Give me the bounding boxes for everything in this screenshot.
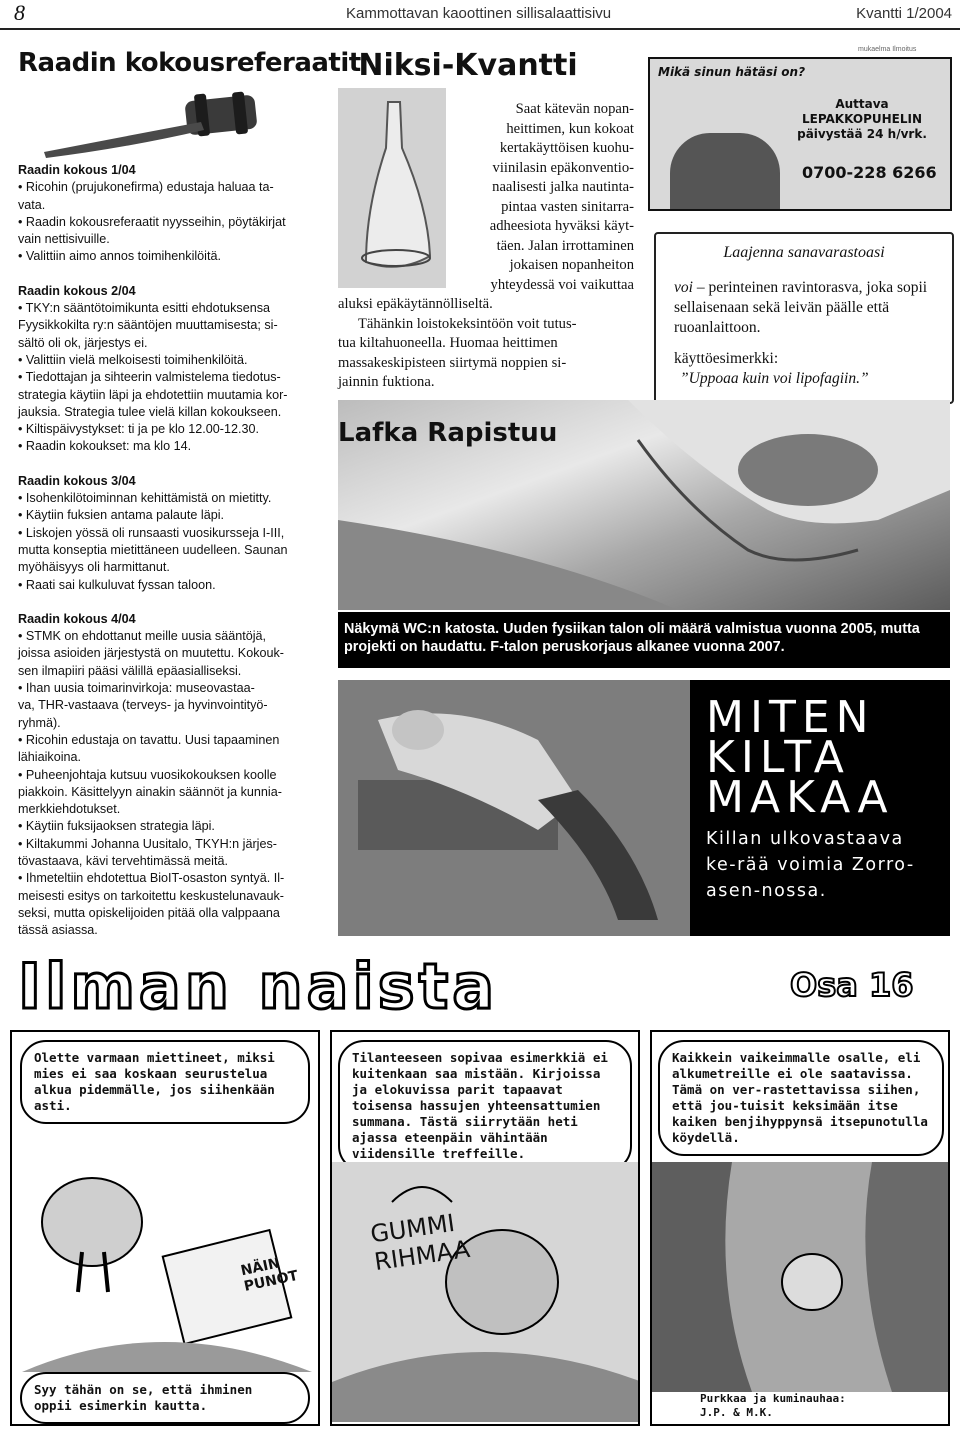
ad-question: Mikä sinun hätäsi on? [658, 65, 806, 79]
niksi-line: viinilasin epäkonventio- [492, 159, 634, 176]
page-number: 8 [14, 0, 25, 25]
minutes-title: Raadin kokousreferaatit [18, 48, 361, 78]
comic-panel-1 [10, 1030, 320, 1426]
bat-hotline-ad [648, 57, 952, 211]
meeting-line: joissa asioiden järjestystä on muutettu. Kokouk- [18, 646, 285, 661]
meeting-line: sen ilmapiiri pääsi välillä epäasialliseksi. [18, 663, 242, 678]
ad-sign-line: päivystää 24 h/vrk. [797, 127, 927, 141]
ceiling-caption: Näkymä WC:n katosta. Uuden fysiikan talon oli määrä valmistua vuonna 2005, mutta projekti on haudattu. F-talon peruskorjaus alkanee vuonna 2007. [338, 612, 950, 668]
meeting-line: • Tiedottajan ja sihteerin valmistelema tiedotus- [18, 370, 281, 385]
niksi-full-text [338, 295, 634, 393]
comic-episode: Osa 16 [790, 966, 914, 1004]
meeting-line: • Kiltakummi Johanna Uusitalo, TKYH:n järjes- [18, 836, 277, 851]
meeting-line: myöhäisyys oli harmittanut. [18, 560, 170, 575]
meeting-line: jauksia. Strategia tulee vielä killan kokoukseen. [18, 404, 282, 419]
speech-bubble: Olette varmaan miettineet, miksi mies ei saa koskaan seurustelua alkua pidemmälle, jos siihenkään asti. [20, 1040, 310, 1124]
miten-title-line: MAKAA [706, 772, 894, 823]
meeting-line: strategia käytiin läpi ja ehdotettiin muutamia kor- [18, 387, 288, 402]
sleeping-man-art [338, 680, 690, 936]
page-header [0, 0, 960, 28]
ad-sign-line: Auttava [835, 97, 889, 111]
meeting-line: • Raadin kokoukset: ma klo 14. [18, 439, 192, 454]
meeting-heading: Raadin kokous 1/04 [18, 163, 136, 177]
vocab-example [674, 349, 942, 389]
meeting-line: lähiaikoina. [18, 750, 82, 765]
meeting-line: • Puheenjohtaja kutsuu vuosikokouksen koolle [18, 767, 277, 782]
ad-sign-line: LEPAKKOPUHELIN [801, 112, 923, 126]
sleeping-man-photo [338, 680, 690, 936]
niksi-line: jainnin fuktiona. [338, 374, 435, 390]
meeting-line: • TKY:n sääntötoimikunta esitti ehdotuksensa [18, 301, 271, 316]
meeting-line: va, THR-vastaava (terveys- ja hyvinvointityö- [18, 698, 268, 713]
niksi-line: heittimen, kun kokoat [506, 120, 634, 137]
meeting-4 [18, 611, 320, 940]
meeting-line: • Ihan uusia toimarinvirkoja: museovastaa- [18, 681, 255, 696]
meeting-1 [18, 162, 320, 266]
miten-kilta-makaa-box [690, 680, 950, 936]
comic-credit-line: Purkkaa ja kuminauhaa: [700, 1392, 846, 1405]
miten-title-line: MITEN [706, 692, 875, 743]
meeting-line: • Käytiin fuksien antama palaute läpi. [18, 508, 225, 523]
gavel-icon [36, 90, 306, 160]
meeting-line: tövastaava, kävi tervehtimässä meitä. [18, 853, 228, 868]
niksi-article [338, 100, 634, 393]
header-rule [0, 28, 960, 30]
miten-title [706, 692, 894, 823]
niksi-line: aluksi epäkäytännölliseltä. [338, 296, 493, 312]
meeting-2 [18, 283, 320, 456]
vocab-definition [674, 278, 942, 338]
meeting-line: tässä asiassa. [18, 923, 98, 938]
meeting-heading: Raadin kokous 4/04 [18, 611, 136, 626]
meeting-line: Fyysikkokilta ry:n sääntöjen muuttamisesta; si- [18, 318, 278, 333]
section-title: Kammottavan kaoottinen sillisalaattisivu [346, 5, 612, 22]
sign-text: GUMMI RIHMAA [368, 1208, 472, 1277]
cliff-drawing [652, 1162, 950, 1392]
meeting-3 [18, 473, 320, 594]
niksi-line: Saat kätevän nopan- [515, 101, 634, 117]
walrus-drawing [22, 1132, 312, 1372]
comic-credit-line: J.P. & M.K. [700, 1406, 773, 1419]
niksi-line: pintaa vasten sinitarra- [501, 198, 634, 215]
meeting-line: • Liskojen yössä oli runsaasti vuosikursseja I-III, [18, 525, 285, 540]
niksi-line: adheesiota hyväksi käyt- [489, 218, 634, 234]
niksi-line: Tähänkin loistokeksintöön voit tutus- [358, 315, 577, 332]
vocab-example-label: käyttöesimerkki: [674, 350, 779, 367]
meeting-line: merkkiehdotukset. [18, 802, 121, 817]
vocab-definition-text: – perinteinen ravintorasva, joka sopii sellaisenaan sekä leivän päälle että ruoanlaittoon. [674, 279, 928, 336]
meeting-line: vata. [18, 197, 46, 212]
ad-phone-number: 0700-228 6266 [802, 163, 937, 182]
vocabulary-box [654, 232, 954, 404]
vocab-title: Laajenna sanavarastoasi [723, 244, 885, 261]
miten-subtitle: Killan ulkovastaava ke-rää voimia Zorro-asen-nossa. [706, 829, 915, 901]
comic-panel-3 [650, 1030, 950, 1426]
book-title: NÄIN PUNOT [239, 1255, 300, 1295]
issue-label: Kvantti 1/2004 [856, 5, 952, 22]
meeting-line: • Raadin kokousreferaatit nyysseihin, pöytäkirjat [18, 214, 286, 229]
niksi-wrapped-text [338, 100, 634, 295]
niksi-line: täen. Jalan irrottaminen [496, 237, 634, 254]
niksi-title: Niksi-Kvantti [358, 48, 578, 83]
ad-figures-photo [670, 133, 780, 209]
vocab-word: voi [674, 279, 693, 296]
meeting-line: • Ricohin (prujukonefirma) edustaja haluaa ta- [18, 180, 274, 195]
meeting-line: • STMK on ehdottanut meille uusia sääntöjä, [18, 629, 267, 644]
meeting-line: • Käytiin fuksijaoksen strategia läpi. [18, 819, 215, 834]
meeting-line: • Isohenkilötoiminnan kehittämistä on mietitty. [18, 491, 272, 506]
niksi-line: jokaisen nopanheiton [509, 257, 634, 273]
vocab-example-text: ”Uppoaa kuin voi lipofagiin.” [680, 370, 869, 387]
comic-credit [700, 1392, 846, 1420]
meeting-line: ryhmä). [18, 715, 61, 730]
speech-bubble: Tilanteeseen sopivaa esimerkkiä ei kuitenkaan saa mistään. Kirjoissa ja elokuvissa parit tapaavat toisensa hassujen yhteensattumien summana. Tästä siirrytään heti ajassa eteenpäin vähintään viidensille treffeille. [338, 1040, 632, 1172]
meeting-line: vain nettisivuille. [18, 232, 110, 247]
ad-credit: mukaelma Ilmoitus [858, 46, 917, 53]
meeting-line: piakkoin. Käsittelyyn ainakin säännöt ja kunnia- [18, 784, 282, 799]
meeting-line: • Ihmeteltiin ehdotettua BioIT-osaston syntyä. Il- [18, 871, 285, 886]
meeting-heading: Raadin kokous 3/04 [18, 473, 136, 488]
walrus-rope-drawing [332, 1162, 640, 1422]
speech-bubble: Syy tähän on se, että ihminen oppii esimerkin kautta. [20, 1372, 310, 1424]
comic-panel-2 [330, 1030, 640, 1426]
meeting-minutes [18, 162, 320, 956]
meeting-line: • Valittiin aimo annos toimihenkilöitä. [18, 249, 221, 264]
niksi-line: massakeskipisteen siirtymä noppien si- [338, 354, 567, 371]
meeting-line: meisesti esitys on tarkoitettu keskustelunavauk- [18, 888, 284, 903]
lafka-title: Lafka Rapistuu [338, 418, 558, 448]
meeting-line: mutta konseptia mietittäneen uudelleen. Saunan [18, 542, 288, 557]
meeting-line: • Raati sai kulkuluvat fyssan taloon. [18, 577, 216, 592]
niksi-line: naalisesti jalka nautinta- [492, 179, 634, 195]
comic-title: Ilman naista [18, 950, 499, 1023]
niksi-line: tua kiltahuoneella. Huomaa heittimen [338, 335, 558, 351]
miten-title-line: KILTA [706, 732, 850, 783]
niksi-line: kertakäyttöisen kuohu- [499, 140, 634, 156]
speech-bubble: Kaikkein vaikeimmalle osalle, eli alkumetreille ei ole saatavissa. Tämä on ver-rastettavissa siihen, että jou-tuisit keksimään itse kaiken benjihyppynsä itsepunotulla köydellä. [658, 1040, 944, 1156]
meeting-heading: Raadin kokous 2/04 [18, 283, 136, 298]
meeting-line: sältö oli ok, järjestys ei. [18, 335, 148, 350]
meeting-line: seksi, mutta opiskelijoiden pitää olla valppaana [18, 905, 280, 920]
niksi-line: yhteydessä voi vaikuttaa [490, 276, 634, 293]
meeting-line: • Valittiin vielä melkoisesti toimihenkilöitä. [18, 352, 248, 367]
ad-sign [788, 97, 936, 142]
meeting-line: • Ricohin edustaja on tavattu. Uusi tapaaminen [18, 732, 280, 747]
meeting-line: • Kiltispäivystykset: ti ja pe klo 12.00-12.30. [18, 422, 260, 437]
